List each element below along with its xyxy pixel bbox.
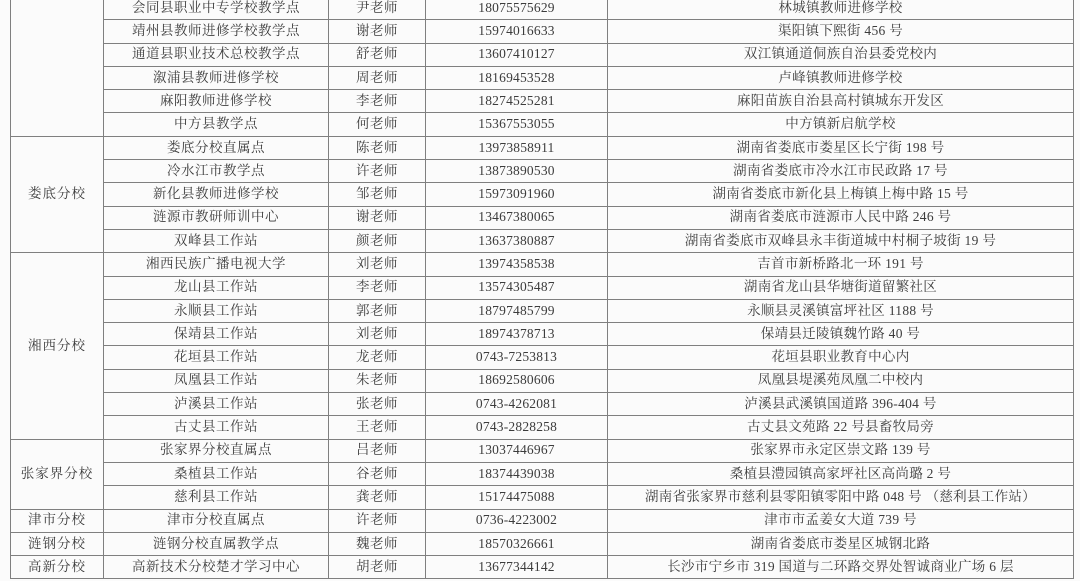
address-cell: 双江镇通道侗族自治县委党校内 <box>608 43 1074 66</box>
school-cell: 溆浦县教师进修学校 <box>104 66 329 89</box>
table-row <box>11 393 1074 416</box>
table-row <box>11 532 1074 555</box>
table-row <box>11 323 1074 346</box>
phone-cell: 15174475088 <box>426 486 608 509</box>
teacher-cell: 许老师 <box>329 160 426 183</box>
phone-cell: 18974378713 <box>426 323 608 346</box>
phone-cell: 13037446967 <box>426 439 608 462</box>
table-row <box>11 206 1074 229</box>
school-cell: 会同县职业中专学校教学点 <box>104 0 329 20</box>
phone-cell: 13973858911 <box>426 136 608 159</box>
teacher-cell: 张老师 <box>329 393 426 416</box>
address-cell: 湖南省娄底市冷水江市民政路 17 号 <box>608 160 1074 183</box>
phone-cell: 0743-4262081 <box>426 393 608 416</box>
teacher-cell: 朱老师 <box>329 369 426 392</box>
phone-cell: 18374439038 <box>426 462 608 485</box>
address-cell: 吉首市新桥路北一环 191 号 <box>608 253 1074 276</box>
address-cell: 卢峰镇教师进修学校 <box>608 66 1074 89</box>
phone-cell: 18797485799 <box>426 299 608 322</box>
teacher-cell: 吕老师 <box>329 439 426 462</box>
school-cell: 张家界分校直属点 <box>104 439 329 462</box>
table-row <box>11 0 1074 20</box>
table-wrapper <box>10 0 1074 579</box>
address-cell: 张家界市永定区崇文路 139 号 <box>608 439 1074 462</box>
phone-cell: 13607410127 <box>426 43 608 66</box>
teacher-cell: 郭老师 <box>329 299 426 322</box>
school-cell: 津市分校直属点 <box>104 509 329 532</box>
table-body <box>11 0 1074 579</box>
table-row <box>11 486 1074 509</box>
table-row <box>11 439 1074 462</box>
phone-cell: 15367553055 <box>426 113 608 136</box>
address-cell: 古丈县文苑路 22 号县畜牧局旁 <box>608 416 1074 439</box>
address-cell: 永顺县灵溪镇富坪社区 1188 号 <box>608 299 1074 322</box>
table-row <box>11 509 1074 532</box>
teacher-cell: 舒老师 <box>329 43 426 66</box>
school-cell: 中方县教学点 <box>104 113 329 136</box>
branch-cell: 高新分校 <box>11 556 104 579</box>
phone-cell: 13974358538 <box>426 253 608 276</box>
school-cell: 古丈县工作站 <box>104 416 329 439</box>
teacher-cell: 邹老师 <box>329 183 426 206</box>
table-row <box>11 416 1074 439</box>
phone-cell: 18570326661 <box>426 532 608 555</box>
branch-cell: 湘西分校 <box>11 253 104 439</box>
phone-cell: 13574305487 <box>426 276 608 299</box>
school-cell: 龙山县工作站 <box>104 276 329 299</box>
teacher-cell: 胡老师 <box>329 556 426 579</box>
address-cell: 湖南省娄底市双峰县永丰街道城中村桐子坡街 19 号 <box>608 229 1074 252</box>
branch-cell: 娄底分校 <box>11 136 104 252</box>
phone-cell: 0743-2828258 <box>426 416 608 439</box>
table-row <box>11 556 1074 579</box>
school-cell: 麻阳教师进修学校 <box>104 90 329 113</box>
table-row <box>11 229 1074 252</box>
phone-cell: 18692580606 <box>426 369 608 392</box>
address-cell: 湖南省娄底市新化县上梅镇上梅中路 15 号 <box>608 183 1074 206</box>
address-cell: 渠阳镇下熙街 456 号 <box>608 20 1074 43</box>
address-cell: 凤凰县堤溪苑凤凰二中校内 <box>608 369 1074 392</box>
teacher-cell: 颜老师 <box>329 229 426 252</box>
school-cell: 娄底分校直属点 <box>104 136 329 159</box>
branch-cell: 涟钢分校 <box>11 532 104 555</box>
table-row <box>11 183 1074 206</box>
table-row <box>11 20 1074 43</box>
teacher-cell: 刘老师 <box>329 253 426 276</box>
teacher-cell: 许老师 <box>329 509 426 532</box>
teacher-cell: 尹老师 <box>329 0 426 20</box>
table-row <box>11 136 1074 159</box>
table-row <box>11 66 1074 89</box>
table-row <box>11 43 1074 66</box>
table-row <box>11 113 1074 136</box>
address-cell: 花垣县职业教育中心内 <box>608 346 1074 369</box>
branch-cell: 张家界分校 <box>11 439 104 509</box>
address-cell: 湖南省龙山县华塘街道留繁社区 <box>608 276 1074 299</box>
phone-cell: 13637380887 <box>426 229 608 252</box>
teacher-cell: 龙老师 <box>329 346 426 369</box>
phone-cell: 13467380065 <box>426 206 608 229</box>
phone-cell: 15974016633 <box>426 20 608 43</box>
branch-cell <box>11 0 104 136</box>
address-cell: 长沙市宁乡市 319 国道与二环路交界处智诚商业广场 6 层 <box>608 556 1074 579</box>
school-cell: 凤凰县工作站 <box>104 369 329 392</box>
phone-cell: 15973091960 <box>426 183 608 206</box>
school-cell: 保靖县工作站 <box>104 323 329 346</box>
address-cell: 麻阳苗族自治县高村镇城东开发区 <box>608 90 1074 113</box>
table-row <box>11 160 1074 183</box>
school-cell: 永顺县工作站 <box>104 299 329 322</box>
table-row <box>11 299 1074 322</box>
school-cell: 花垣县工作站 <box>104 346 329 369</box>
address-cell: 桑植县澧园镇高家坪社区高尚璐 2 号 <box>608 462 1074 485</box>
teacher-cell: 龚老师 <box>329 486 426 509</box>
address-cell: 湖南省娄底市涟源市人民中路 246 号 <box>608 206 1074 229</box>
address-cell: 中方镇新启航学校 <box>608 113 1074 136</box>
phone-cell: 13677344142 <box>426 556 608 579</box>
school-cell: 慈利县工作站 <box>104 486 329 509</box>
branch-cell: 津市分校 <box>11 509 104 532</box>
school-cell: 冷水江市教学点 <box>104 160 329 183</box>
teacher-cell: 何老师 <box>329 113 426 136</box>
school-cell: 桑植县工作站 <box>104 462 329 485</box>
phone-cell: 18274525281 <box>426 90 608 113</box>
teacher-cell: 谷老师 <box>329 462 426 485</box>
teacher-cell: 李老师 <box>329 90 426 113</box>
phone-cell: 13873890530 <box>426 160 608 183</box>
teacher-cell: 王老师 <box>329 416 426 439</box>
address-cell: 津市市孟姜女大道 739 号 <box>608 509 1074 532</box>
address-cell: 湖南省张家界市慈利县零阳镇零阳中路 048 号 （慈利县工作站） <box>608 486 1074 509</box>
teacher-cell: 刘老师 <box>329 323 426 346</box>
school-cell: 靖州县教师进修学校教学点 <box>104 20 329 43</box>
phone-cell: 0736-4223002 <box>426 509 608 532</box>
table-row <box>11 90 1074 113</box>
address-cell: 泸溪县武溪镇国道路 396-404 号 <box>608 393 1074 416</box>
school-cell: 湘西民族广播电视大学 <box>104 253 329 276</box>
teacher-cell: 谢老师 <box>329 206 426 229</box>
table-row <box>11 276 1074 299</box>
school-cell: 高新技术分校楚才学习中心 <box>104 556 329 579</box>
branch-contact-table <box>10 0 1074 579</box>
address-cell: 保靖县迁陵镇魏竹路 40 号 <box>608 323 1074 346</box>
phone-cell: 0743-7253813 <box>426 346 608 369</box>
school-cell: 涟钢分校直属教学点 <box>104 532 329 555</box>
school-cell: 泸溪县工作站 <box>104 393 329 416</box>
school-cell: 双峰县工作站 <box>104 229 329 252</box>
teacher-cell: 谢老师 <box>329 20 426 43</box>
table-row <box>11 253 1074 276</box>
teacher-cell: 魏老师 <box>329 532 426 555</box>
table-row <box>11 346 1074 369</box>
address-cell: 湖南省娄底市娄星区城钢北路 <box>608 532 1074 555</box>
address-cell: 湖南省娄底市娄星区长宁街 198 号 <box>608 136 1074 159</box>
teacher-cell: 李老师 <box>329 276 426 299</box>
phone-cell: 18075575629 <box>426 0 608 20</box>
teacher-cell: 陈老师 <box>329 136 426 159</box>
school-cell: 新化县教师进修学校 <box>104 183 329 206</box>
phone-cell: 18169453528 <box>426 66 608 89</box>
teacher-cell: 周老师 <box>329 66 426 89</box>
school-cell: 涟源市教研师训中心 <box>104 206 329 229</box>
table-row <box>11 462 1074 485</box>
table-row <box>11 369 1074 392</box>
address-cell: 林城镇教师进修学校 <box>608 0 1074 20</box>
school-cell: 通道县职业技术总校教学点 <box>104 43 329 66</box>
